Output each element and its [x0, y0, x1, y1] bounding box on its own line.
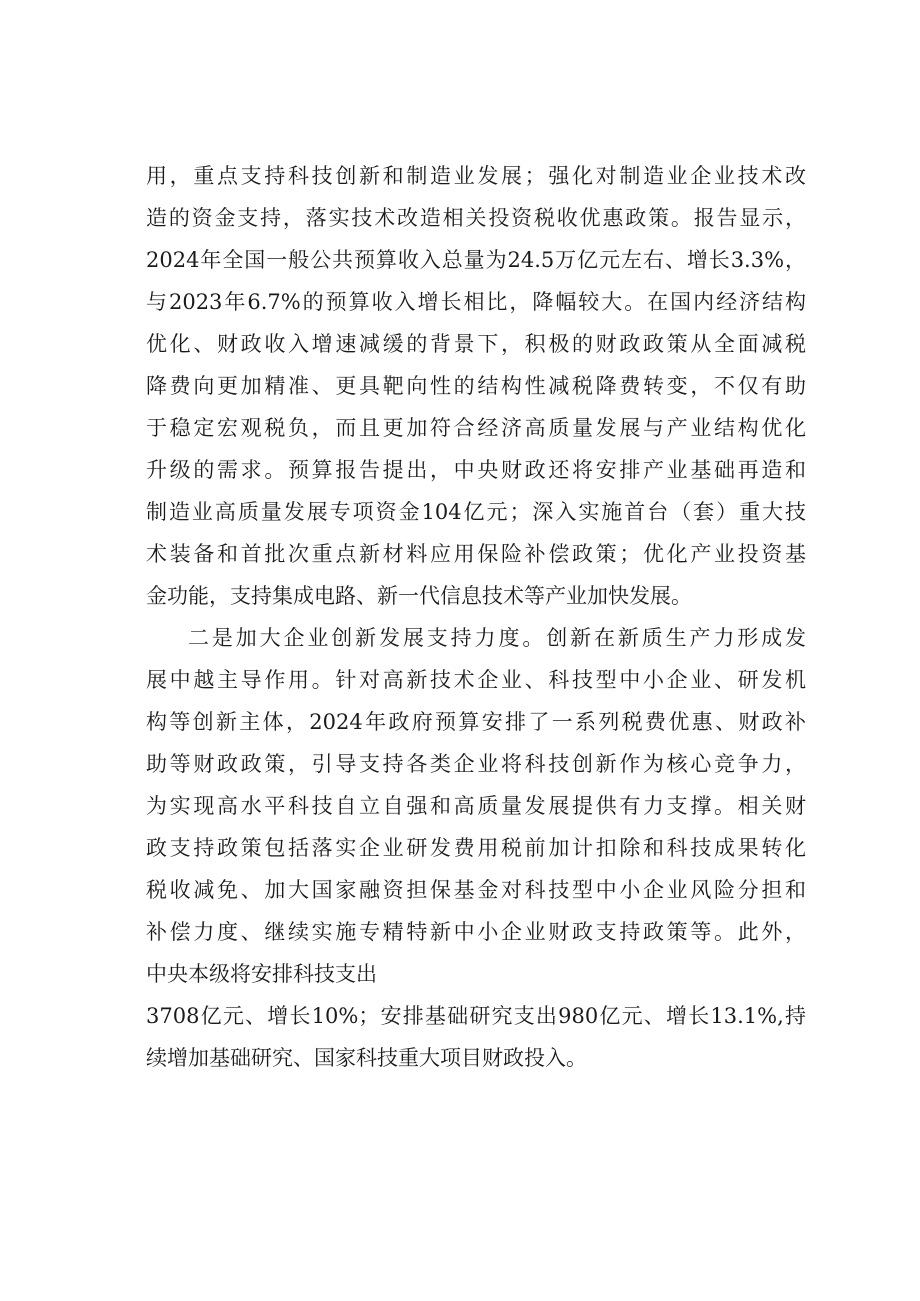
text-line: 补偿力度、继续实施专精特新中小企业财政支持政策等。此外， — [146, 920, 806, 944]
text-line: 降费向更加精准、更具靶向性的结构性减税降费转变，不仅有助 — [146, 374, 806, 398]
text-line: 升级的需求。预算报告提出，中央财政还将安排产业基础再造和 — [146, 458, 806, 482]
text-line: 用，重点支持科技创新和制造业发展；强化对制造业企业技术改 — [146, 164, 806, 188]
text-line: 2024年全国一般公共预算收入总量为24.5万亿元左右、增长3.3%， — [146, 248, 806, 272]
text-line: 优化、财政收入增速减缓的背景下，积极的财政政策从全面减税 — [146, 332, 806, 356]
text-line: 税收减免、加大国家融资担保基金对科技型中小企业风险分担和 — [146, 878, 806, 902]
text-line: 为实现高水平科技自立自强和高质量发展提供有力支撑。相关财 — [146, 794, 806, 818]
text-line: 中央本级将安排科技支出 — [146, 962, 377, 986]
text-line: 与2023年6.7%的预算收入增长相比，降幅较大。在国内经济结构 — [146, 290, 806, 314]
text-line: 政支持政策包括落实企业研发费用税前加计扣除和科技成果转化 — [146, 836, 806, 860]
body-text — [146, 155, 806, 1079]
text-line: 制造业高质量发展专项资金104亿元；深入实施首台（套）重大技 — [146, 500, 806, 524]
text-line: 续增加基础研究、国家科技重大项目财政投入。 — [146, 1046, 587, 1070]
text-line: 术装备和首批次重点新材料应用保险补偿政策；优化产业投资基 — [146, 542, 806, 566]
text-line: 造的资金支持，落实技术改造相关投资税收优惠政策。报告显示， — [146, 206, 806, 230]
text-line: 3708亿元、增长10%；安排基础研究支出980亿元、增长13.1%,持 — [146, 1004, 806, 1028]
text-line: 金功能，支持集成电路、新一代信息技术等产业加快发展。 — [146, 584, 692, 608]
paragraph-start-line: 二是加大企业创新发展支持力度。创新在新质生产力形成发 — [188, 626, 806, 650]
text-line: 展中越主导作用。针对高新技术企业、科技型中小企业、研发机 — [146, 668, 806, 692]
text-line: 助等财政政策，引导支持各类企业将科技创新作为核心竞争力， — [146, 752, 806, 776]
text-line: 于稳定宏观税负，而且更加符合经济高质量发展与产业结构优化 — [146, 416, 806, 440]
text-line: 构等创新主体，2024年政府预算安排了一系列税费优惠、财政补 — [146, 710, 806, 734]
